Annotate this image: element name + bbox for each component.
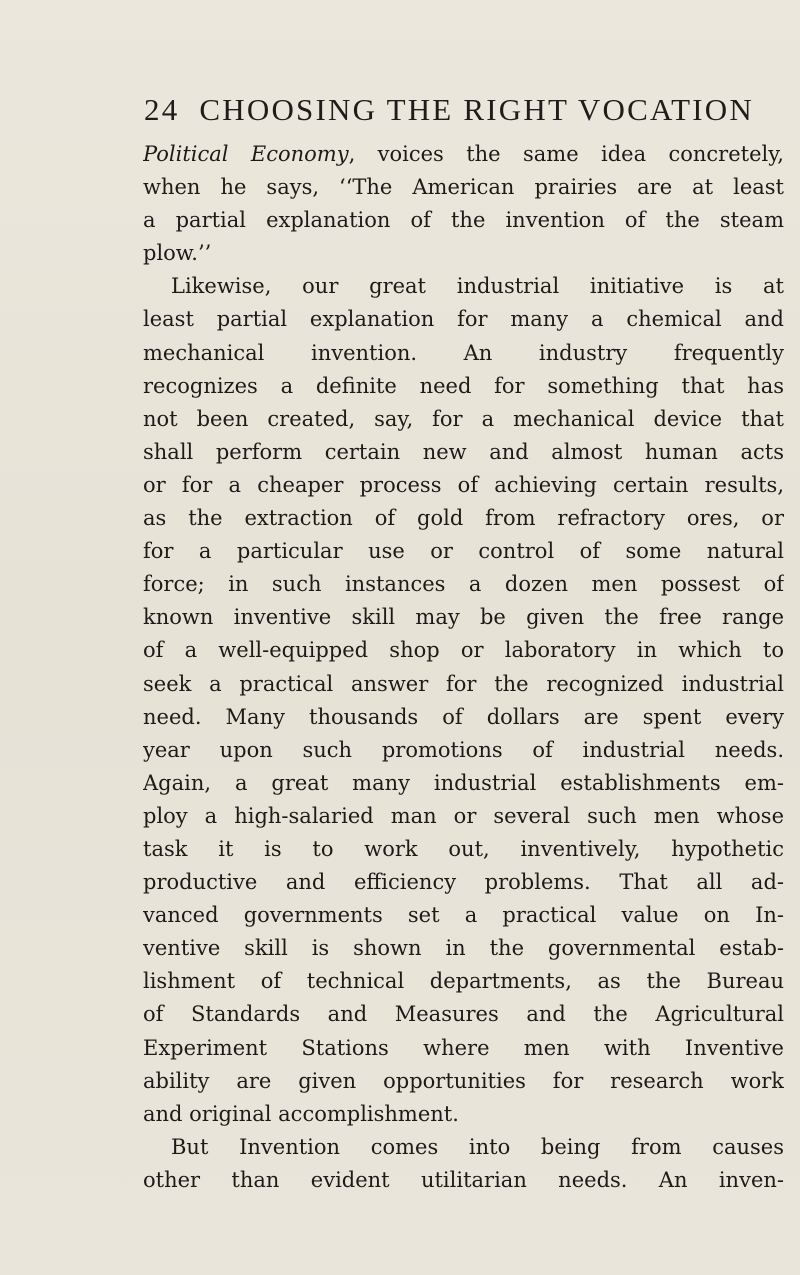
body-text (143, 138, 784, 1197)
text-line: mechanical invention. An industry frequently (143, 340, 784, 365)
text-line: vanced governments set a practical value on In- (143, 903, 784, 928)
text-line: least partial explanation for many a chemical and (143, 307, 784, 332)
text-line: other than evident utilitarian needs. An inven- (143, 1167, 784, 1192)
chapter-title: CHOOSING THE RIGHT VOCATION (199, 92, 754, 127)
text-line: and original accomplishment. (143, 1101, 459, 1126)
text-line: seek a practical answer for the recognized industrial (143, 671, 784, 696)
page-number: 24 (144, 92, 180, 127)
running-head (144, 92, 764, 128)
text-line: of a well-equipped shop or laboratory in which to (143, 638, 784, 663)
text-line: Again, a great many industrial establishments em- (143, 770, 784, 795)
text-line: of Standards and Measures and the Agricultural (143, 1002, 784, 1027)
text-line: force; in such instances a dozen men possest of (143, 572, 784, 597)
text-line: for a particular use or control of some natural (143, 539, 784, 564)
text-line: when he says, ‘‘The American prairies are at least (143, 175, 784, 200)
text-line: a partial explanation of the invention of the steam (143, 208, 784, 233)
text-line: known inventive skill may be given the free range (143, 605, 784, 630)
text-line: need. Many thousands of dollars are spent every (143, 704, 784, 729)
text-line: Political Economy, voices the same idea concretely, (143, 142, 784, 166)
text-line: Experiment Stations where men with Inventive (143, 1035, 784, 1060)
text-line: plow.’’ (143, 241, 212, 266)
text-line: shall perform certain new and almost human acts (143, 439, 784, 464)
text-line: year upon such promotions of industrial needs. (143, 737, 784, 762)
text-line: Likewise, our great industrial initiative is at (171, 274, 784, 299)
text-line: ventive skill is shown in the governmental estab- (143, 936, 784, 961)
text-line: But Invention comes into being from causes (171, 1134, 784, 1159)
text-line: ploy a high-salaried man or several such men whose (143, 803, 784, 828)
text-line: lishment of technical departments, as the Bureau (143, 969, 784, 994)
text-line: or for a cheaper process of achieving certain results, (143, 472, 784, 497)
text-line: recognizes a definite need for something that has (143, 373, 784, 398)
text-line: productive and efficiency problems. That all ad- (143, 870, 784, 895)
text-line: not been created, say, for a mechanical device that (143, 406, 784, 431)
italic-title: Political Economy (143, 142, 349, 166)
text-line: as the extraction of gold from refractory ores, or (143, 506, 784, 531)
text-line: task it is to work out, inventively, hypothetic (143, 836, 784, 861)
text-line: ability are given opportunities for research work (143, 1068, 784, 1093)
